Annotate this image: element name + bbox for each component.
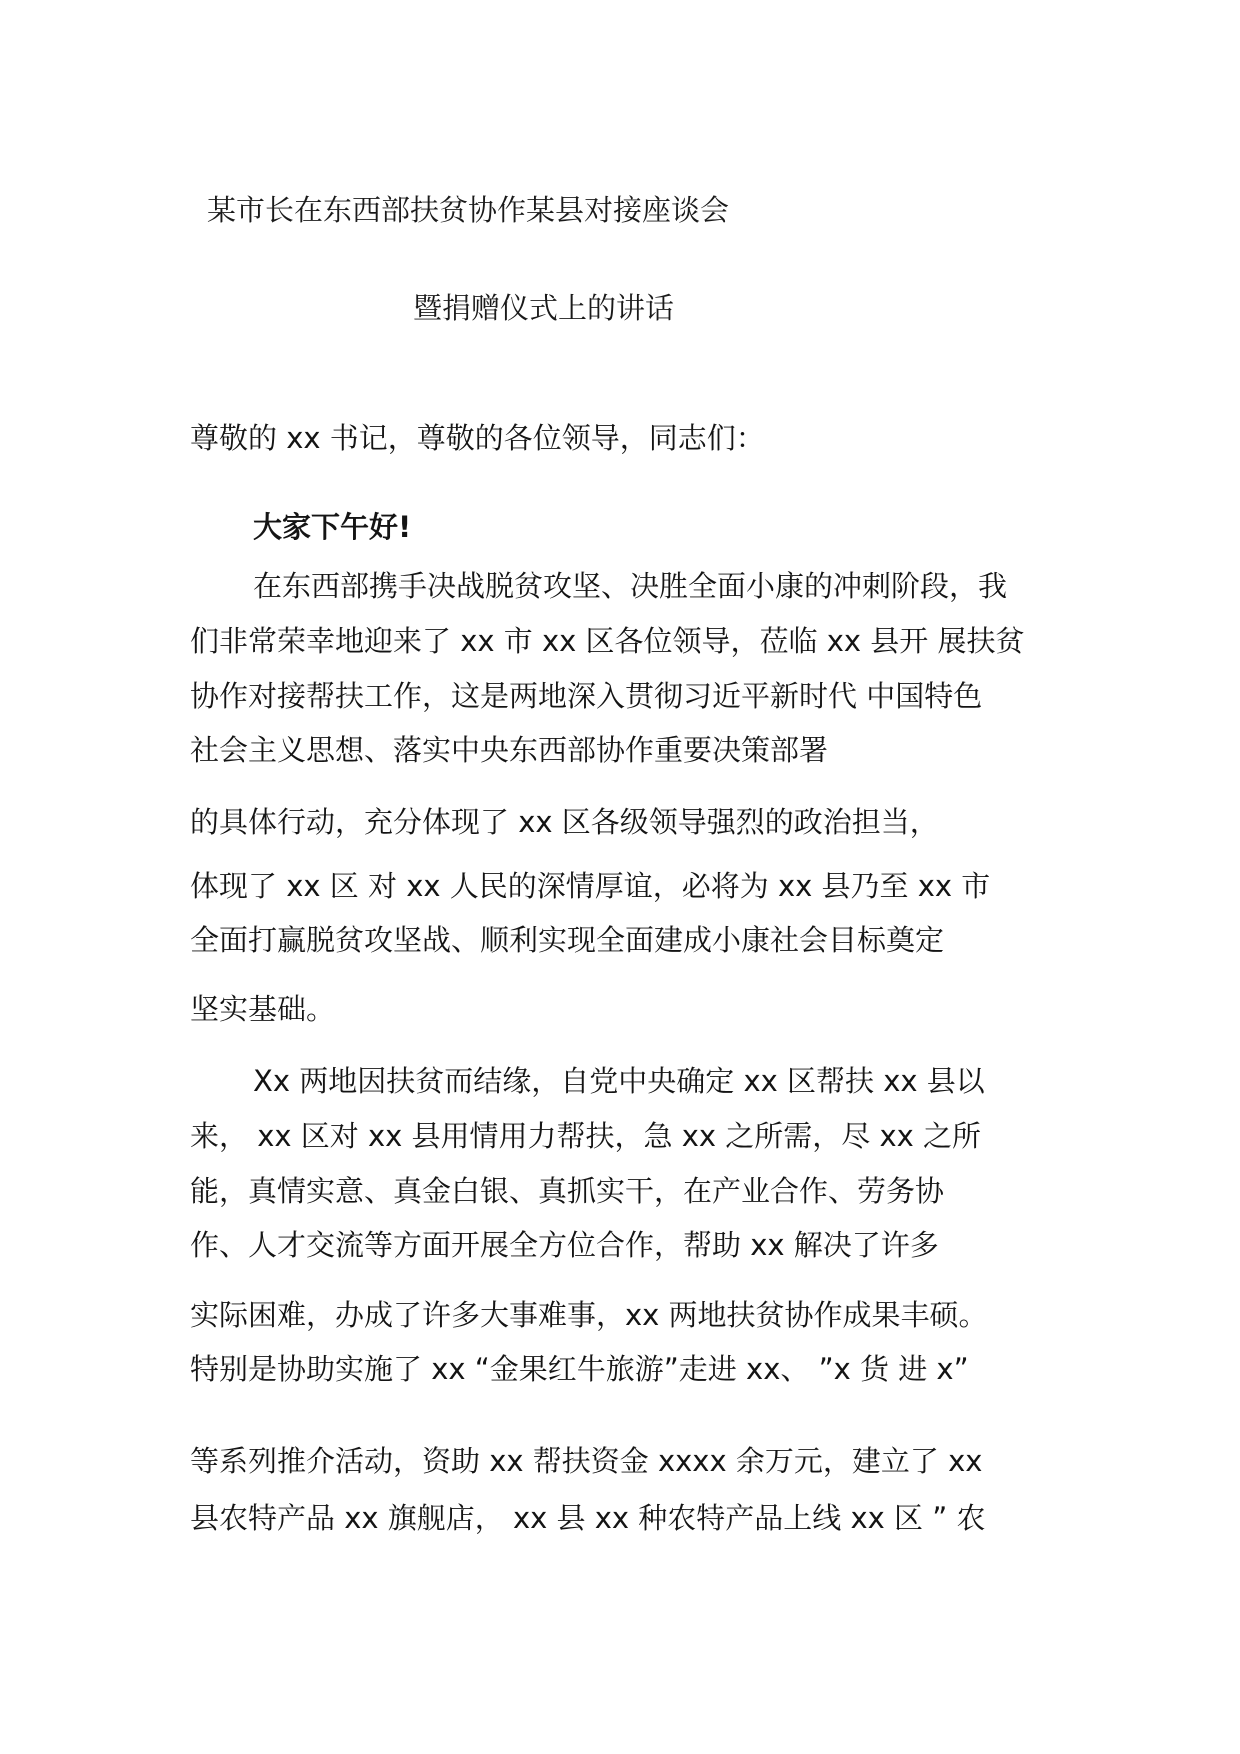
body-line: 能，真情实意、真金白银、真抓实干，在产业合作、劳务协 bbox=[190, 1174, 945, 1208]
body-line: Xx 两地因扶贫而结缘，自党中央确定 xx 区帮扶 xx 县以 bbox=[253, 1064, 985, 1098]
body-line: 们非常荣幸地迎来了 xx 市 xx 区各位领导，莅临 xx 县开 展扶贫 bbox=[190, 624, 1025, 658]
body-line: 全面打赢脱贫攻坚战、顺利实现全面建成小康社会目标奠定 bbox=[190, 923, 945, 957]
body-line: 等系列推介活动，资助 xx 帮扶资金 xxxx 余万元，建立了 xx bbox=[190, 1444, 983, 1478]
body-line: 社会主义思想、落实中央东西部协作重要决策部署 bbox=[190, 733, 829, 767]
body-line: 体现了 xx 区 对 xx 人民的深情厚谊，必将为 xx 县乃至 xx 市 bbox=[190, 869, 991, 903]
salutation: 尊敬的 xx 书记，尊敬的各位领导，同志们： bbox=[190, 421, 765, 455]
document-title-line-2: 暨捐赠仪式上的讲话 bbox=[413, 291, 675, 325]
body-line: 县农特产品 xx 旗舰店， xx 县 xx 种农特产品上线 xx 区 ” 农 bbox=[190, 1501, 986, 1535]
body-line: 作、人才交流等方面开展全方位合作，帮助 xx 解决了许多 bbox=[190, 1228, 939, 1262]
greeting: 大家下午好! bbox=[253, 510, 412, 544]
body-line: 在东西部携手决战脱贫攻坚、决胜全面小康的冲刺阶段，我 bbox=[253, 569, 1008, 603]
body-line: 的具体行动，充分体现了 xx 区各级领导强烈的政治担当， bbox=[190, 805, 939, 839]
body-line: 来， xx 区对 xx 县用情用力帮扶，急 xx 之所需，尽 xx 之所 bbox=[190, 1119, 982, 1153]
body-line: 实际困难，办成了许多大事难事，xx 两地扶贫协作成果丰硕。 bbox=[190, 1298, 988, 1332]
body-line: 协作对接帮扶工作，这是两地深入贯彻习近平新时代 中国特色 bbox=[190, 679, 983, 713]
body-line: 特别是协助实施了 xx “金果红牛旅游”走进 xx、 ”x 货 进 x” bbox=[190, 1352, 969, 1386]
body-line: 坚实基础。 bbox=[190, 992, 336, 1026]
document-title-line-1: 某市长在东西部扶贫协作某县对接座谈会 bbox=[207, 193, 730, 227]
